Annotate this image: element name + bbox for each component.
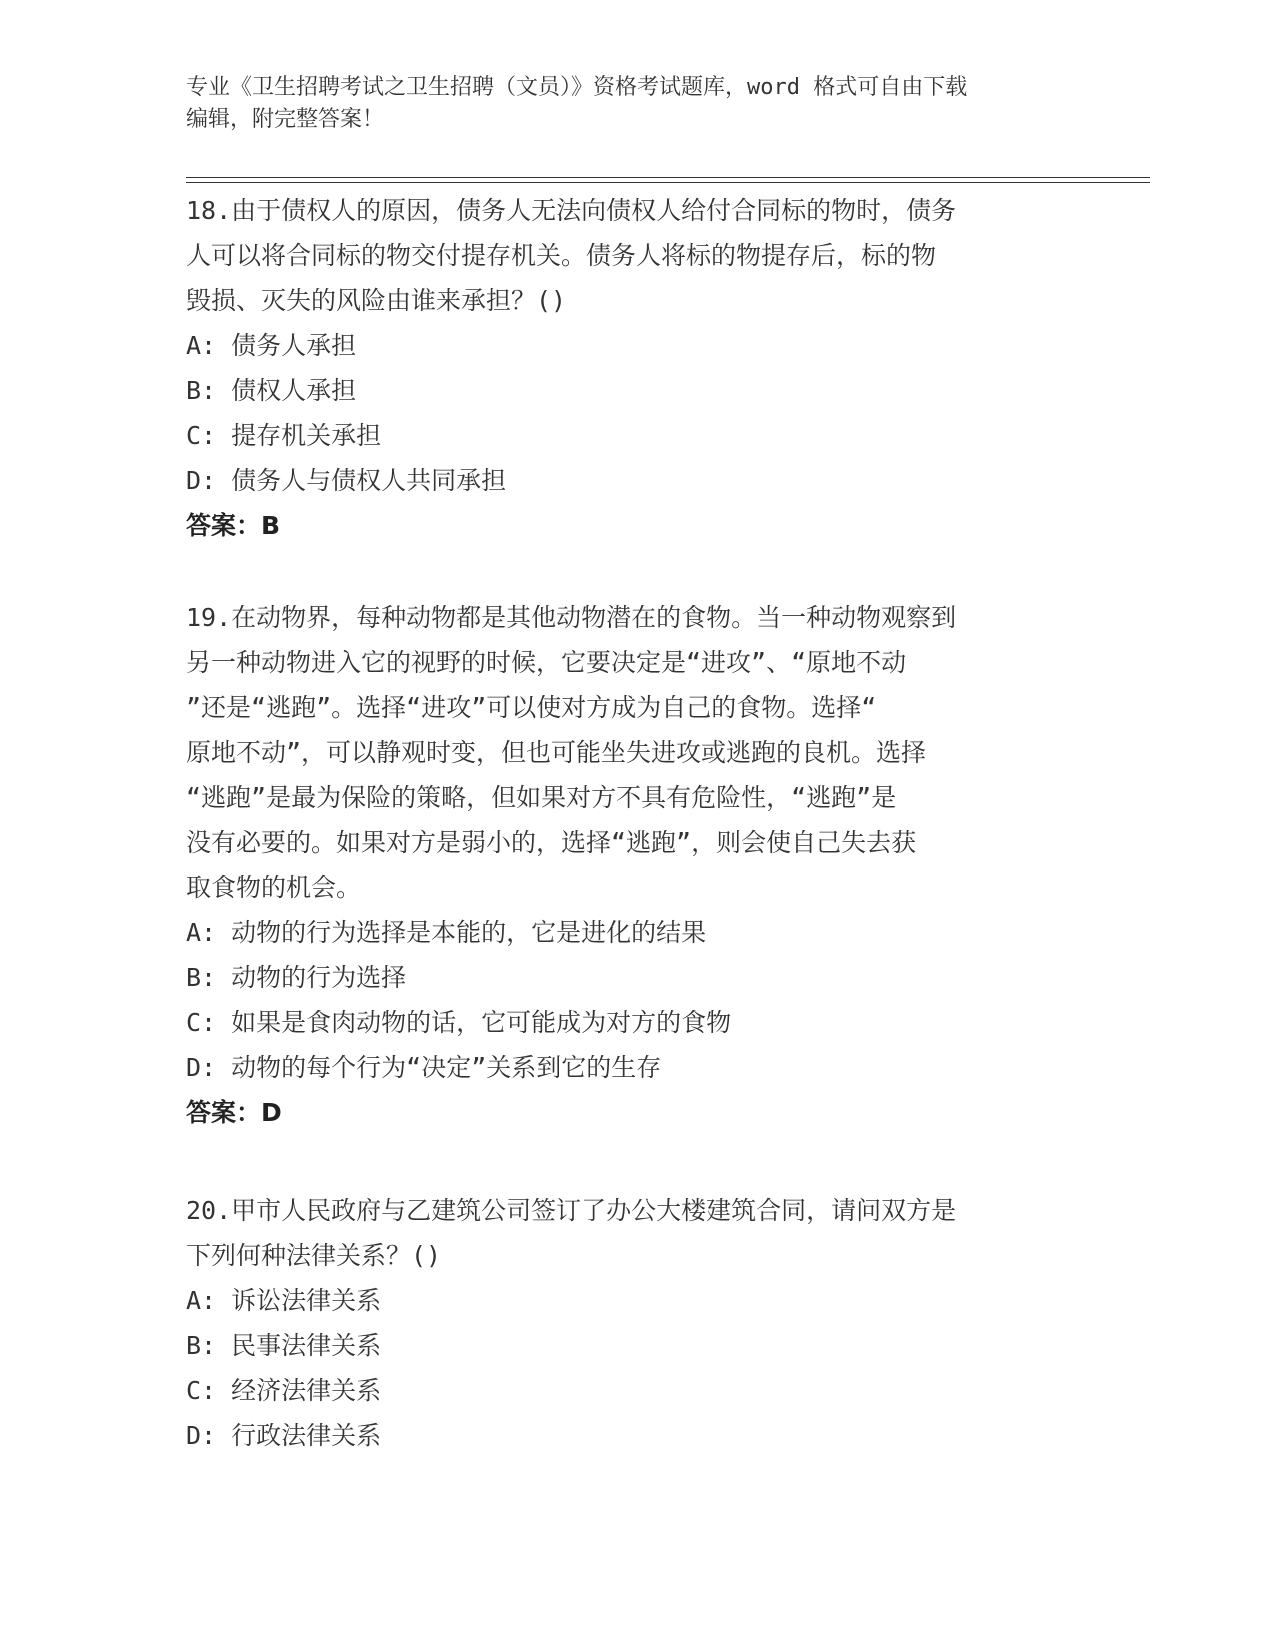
document-header xyxy=(186,72,1086,136)
option-a: A: 动物的行为选择是本能的，它是进化的结果 xyxy=(186,918,707,947)
option-b: B: 债权人承担 xyxy=(186,376,357,405)
option-d: D: 行政法律关系 xyxy=(186,1421,382,1450)
question-20 xyxy=(186,1188,1086,1458)
option-b: B: 动物的行为选择 xyxy=(186,963,407,992)
header-divider-bottom xyxy=(186,182,1150,183)
question-text-line: 18.由于债权人的原因，债务人无法向债权人给付合同标的物时，债务 xyxy=(186,196,957,225)
question-text-line: 取食物的机会。 xyxy=(186,873,362,902)
question-text-line: 另一种动物进入它的视野的时候，它要决定是“进攻”、“原地不动 xyxy=(186,648,907,677)
question-text-line: 没有必要的。如果对方是弱小的，选择“逃跑”，则会使自己失去获 xyxy=(186,828,917,857)
header-divider-top xyxy=(186,177,1150,178)
question-18 xyxy=(186,188,1086,548)
option-c: C: 提存机关承担 xyxy=(186,421,382,450)
header-line: 专业《卫生招聘考试之卫生招聘（文员）》资格考试题库，word 格式可自由下载 xyxy=(186,75,968,100)
option-b: B: 民事法律关系 xyxy=(186,1331,382,1360)
option-a: A: 诉讼法律关系 xyxy=(186,1286,382,1315)
question-text-line: 人可以将合同标的物交付提存机关。债务人将标的物提存后，标的物 xyxy=(186,241,937,270)
answer-label: 答案：D xyxy=(186,1098,282,1127)
question-text-line: 19.在动物界，每种动物都是其他动物潜在的食物。当一种动物观察到 xyxy=(186,603,957,632)
question-text-line: 毁损、灭失的风险由谁来承担？() xyxy=(186,286,567,315)
option-c: C: 经济法律关系 xyxy=(186,1376,382,1405)
question-text-line: “逃跑”是最为保险的策略，但如果对方不具有危险性，“逃跑”是 xyxy=(186,783,897,812)
option-c: C: 如果是食肉动物的话，它可能成为对方的食物 xyxy=(186,1008,732,1037)
option-a: A: 债务人承担 xyxy=(186,331,357,360)
option-d: D: 动物的每个行为“决定”关系到它的生存 xyxy=(186,1053,662,1082)
header-line: 编辑，附完整答案！ xyxy=(186,107,385,132)
option-d: D: 债务人与债权人共同承担 xyxy=(186,466,507,495)
question-text-line: 20.甲市人民政府与乙建筑公司签订了办公大楼建筑合同，请问双方是 xyxy=(186,1196,957,1225)
question-text-line: 原地不动”，可以静观时变，但也可能坐失进攻或逃跑的良机。选择 xyxy=(186,738,927,767)
question-text-line: ”还是“逃跑”。选择“进攻”可以使对方成为自己的食物。选择“ xyxy=(186,693,877,722)
answer-label: 答案：B xyxy=(186,511,281,540)
question-19 xyxy=(186,595,1086,1135)
question-text-line: 下列何种法律关系？() xyxy=(186,1241,442,1270)
